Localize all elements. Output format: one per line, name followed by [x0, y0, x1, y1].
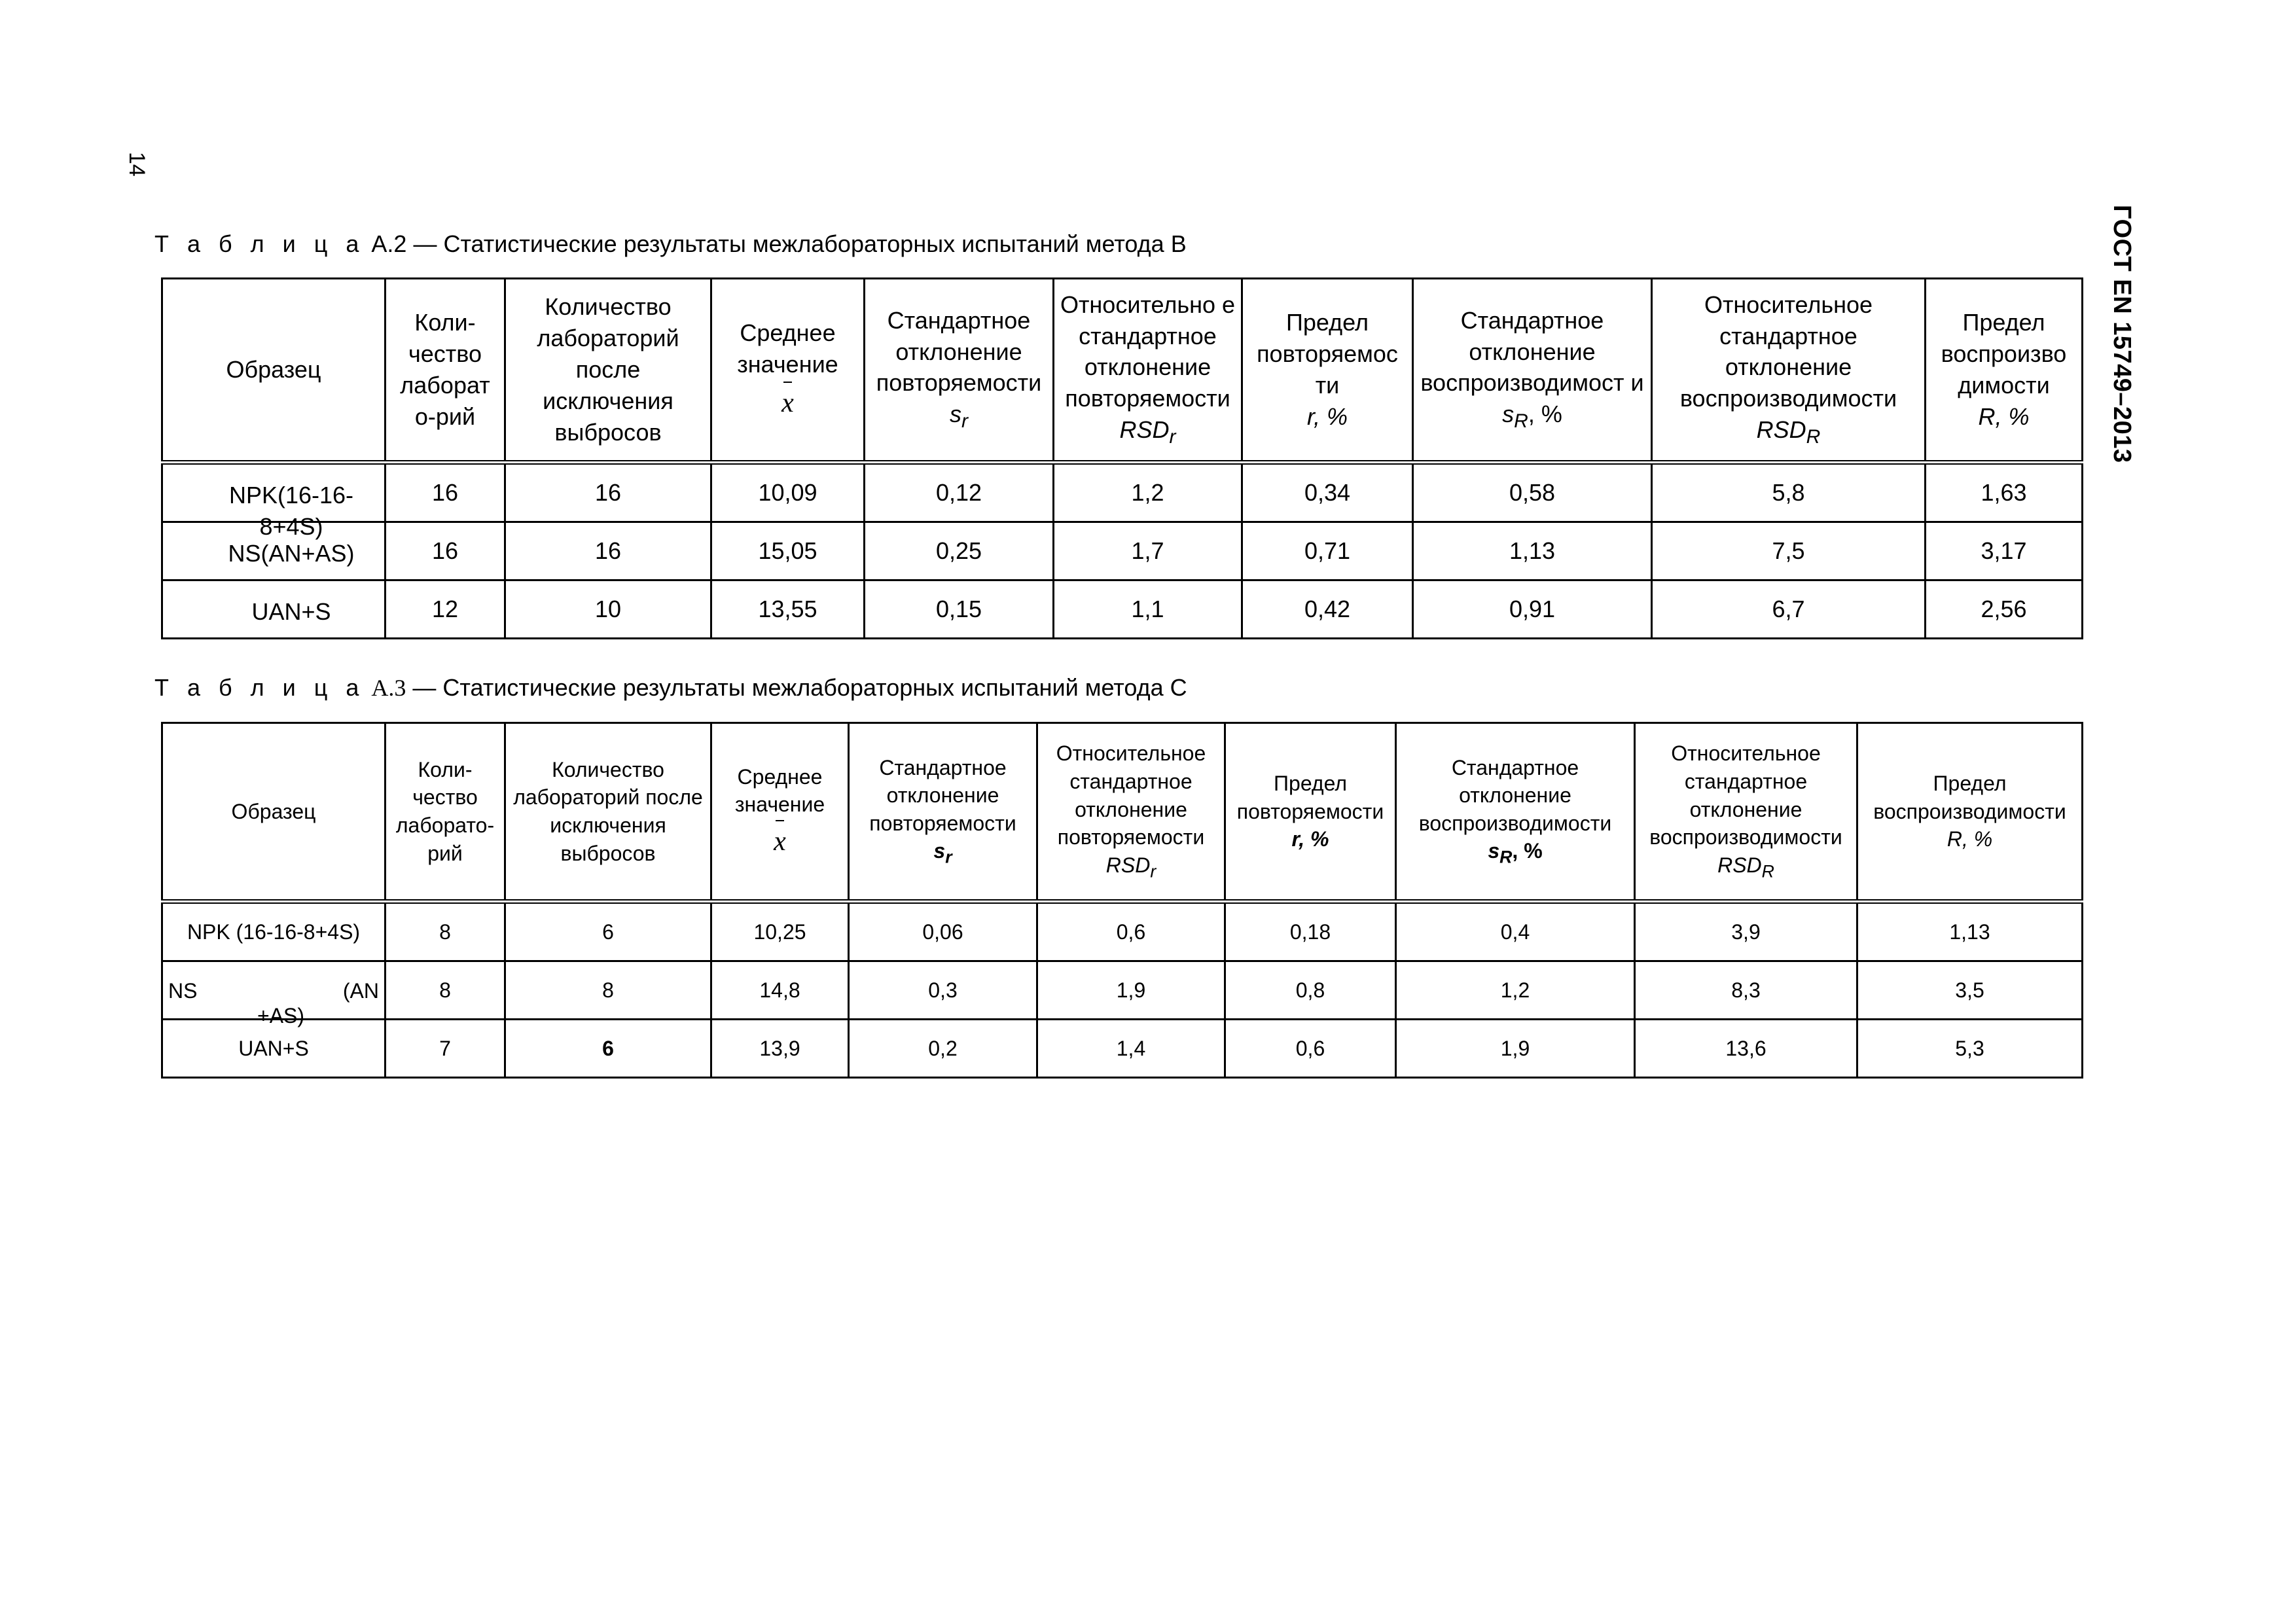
cell-r: 0,34: [1242, 463, 1413, 522]
cell-R: 3,5: [1857, 961, 2083, 1020]
header-mean: Среднее значение x: [711, 279, 865, 463]
header-labs-after: Количество лабораторий после исключения выбросов: [505, 723, 711, 902]
cell-sample: NPK (16-16-8+4S): [162, 902, 386, 961]
sample-part-right: (AN: [342, 979, 379, 1003]
cell-sr: 0,3: [849, 961, 1037, 1020]
cell-labs: 8: [386, 902, 505, 961]
cell-rsdr: 0,6: [1037, 902, 1225, 961]
cell-sample: [162, 961, 386, 1027]
table-a2-caption: [154, 230, 1187, 258]
cell-rsdr: 1,2: [1054, 463, 1242, 522]
cell-R: 3,17: [1926, 522, 2083, 580]
header-sample: Образец: [162, 723, 386, 902]
table-row: [162, 902, 2083, 961]
cell-sample: NPK(16-16-8+4S): [162, 463, 386, 522]
header-labs: Коли-чество лаборато-рий: [386, 723, 505, 902]
mean-symbol: x: [781, 380, 794, 422]
caption-number: А.2: [371, 230, 407, 257]
cell-r: 0,8: [1225, 961, 1396, 1020]
page-number: 14: [124, 152, 149, 177]
cell-labs-after: 16: [505, 463, 711, 522]
cell-r: 0,71: [1242, 522, 1413, 580]
cell-sr: 0,2: [849, 1020, 1037, 1078]
document-code: ГОСТ EN 15749–2013: [2108, 205, 2136, 463]
table-a3: [161, 722, 2083, 1079]
cell-mean: 10,25: [711, 902, 849, 961]
cell-sR: 0,4: [1396, 902, 1635, 961]
cell-sample: UAN+S: [162, 580, 386, 639]
cell-sample: NS(AN+AS): [162, 522, 386, 580]
cell-R: 5,3: [1857, 1020, 2083, 1078]
cell-sR: 1,2: [1396, 961, 1635, 1020]
cell-R: 1,13: [1857, 902, 2083, 961]
cell-labs-after: 16: [505, 522, 711, 580]
header-row: [162, 279, 2083, 463]
header-sd-repeat: Стандартное отклонение повторяемости $s_r$: [865, 279, 1054, 463]
cell-R: 2,56: [1926, 580, 2083, 639]
cell-labs-after: 6: [505, 1020, 711, 1078]
cell-labs-after: 6: [505, 902, 711, 961]
caption-number: А.3: [371, 675, 406, 701]
cell-rsdR: 13,6: [1635, 1020, 1857, 1078]
cell-sample: UAN+S: [162, 1020, 386, 1078]
header-row: [162, 723, 2083, 902]
cell-mean: 15,05: [711, 522, 865, 580]
cell-labs-after: 10: [505, 580, 711, 639]
header-rsd-repeat: Относительно е стандартное отклонение повторяемости $RSD_r$: [1054, 279, 1242, 463]
sample-part-left: NS: [168, 979, 198, 1003]
cell-sR: 0,91: [1413, 580, 1652, 639]
header-sample: Образец: [162, 279, 386, 463]
cell-r: 0,18: [1225, 902, 1396, 961]
header-labs-after: Количество лабораторий после исключения выбросов: [505, 279, 711, 463]
cell-rsdR: 5,8: [1652, 463, 1926, 522]
table-row: [162, 463, 2083, 522]
header-rsd-reprod: Относительное стандартное отклонение воспроизводимости $RSD_R$: [1635, 723, 1857, 902]
caption-title: — Статистические результаты межлабораторных испытаний метода C: [406, 674, 1187, 701]
caption-label: Т а б л и ц а: [154, 674, 365, 701]
cell-labs: 7: [386, 1020, 505, 1078]
header-limit-reprod: Предел воспроизво димости R, %: [1926, 279, 2083, 463]
cell-rsdR: 6,7: [1652, 580, 1926, 639]
cell-r: 0,42: [1242, 580, 1413, 639]
cell-R: 1,63: [1926, 463, 2083, 522]
table-a2: [161, 277, 2083, 639]
cell-sR: 1,9: [1396, 1020, 1635, 1078]
header-sd-repeat: Стандартное отклонение повторяемости $s_r$: [849, 723, 1037, 902]
cell-sr: 0,15: [865, 580, 1054, 639]
header-sd-reprod: Стандартное отклонение воспроизводимост и $s_R$, %: [1413, 279, 1652, 463]
table-row: [162, 1020, 2083, 1078]
cell-rsdR: 3,9: [1635, 902, 1857, 961]
header-rsd-reprod: Относительное стандартное отклонение воспроизводимости $RSD_R$: [1652, 279, 1926, 463]
caption-label: Т а б л и ц а: [154, 230, 365, 257]
header-limit-reprod: Предел воспроизводимости R, %: [1857, 723, 2083, 902]
cell-labs: 8: [386, 961, 505, 1020]
table-row: [162, 961, 2083, 1020]
table-row: [162, 522, 2083, 580]
cell-rsdr: 1,7: [1054, 522, 1242, 580]
cell-sR: 1,13: [1413, 522, 1652, 580]
header-sd-reprod: Стандартное отклонение воспроизводимости $s_R$, %: [1396, 723, 1635, 902]
sample-part-below: +AS): [257, 1004, 305, 1027]
cell-labs: 12: [386, 580, 505, 639]
cell-rsdr: 1,4: [1037, 1020, 1225, 1078]
cell-mean: 14,8: [711, 961, 849, 1020]
mean-symbol: x: [774, 819, 786, 861]
header-mean: Среднее значение x: [711, 723, 849, 902]
cell-mean: 13,55: [711, 580, 865, 639]
cell-mean: 10,09: [711, 463, 865, 522]
cell-r: 0,6: [1225, 1020, 1396, 1078]
caption-title: — Статистические результаты межлабораторных испытаний метода B: [406, 230, 1187, 257]
header-limit-repeat: Предел повторяемости r, %: [1225, 723, 1396, 902]
cell-sr: 0,12: [865, 463, 1054, 522]
cell-rsdR: 8,3: [1635, 961, 1857, 1020]
cell-rsdR: 7,5: [1652, 522, 1926, 580]
cell-rsdr: 1,1: [1054, 580, 1242, 639]
header-labs: Коли-чество лаборат о-рий: [386, 279, 505, 463]
cell-labs: 16: [386, 463, 505, 522]
table-a3-caption: [154, 674, 1187, 702]
cell-labs: 16: [386, 522, 505, 580]
cell-rsdr: 1,9: [1037, 961, 1225, 1020]
cell-labs-after: 8: [505, 961, 711, 1020]
cell-mean: 13,9: [711, 1020, 849, 1078]
cell-sr: 0,06: [849, 902, 1037, 961]
cell-sR: 0,58: [1413, 463, 1652, 522]
header-rsd-repeat: Относительное стандартное отклонение повторяемости $RSD_r$: [1037, 723, 1225, 902]
header-limit-repeat: Предел повторяемос ти r, %: [1242, 279, 1413, 463]
cell-sr: 0,25: [865, 522, 1054, 580]
table-row: [162, 580, 2083, 639]
